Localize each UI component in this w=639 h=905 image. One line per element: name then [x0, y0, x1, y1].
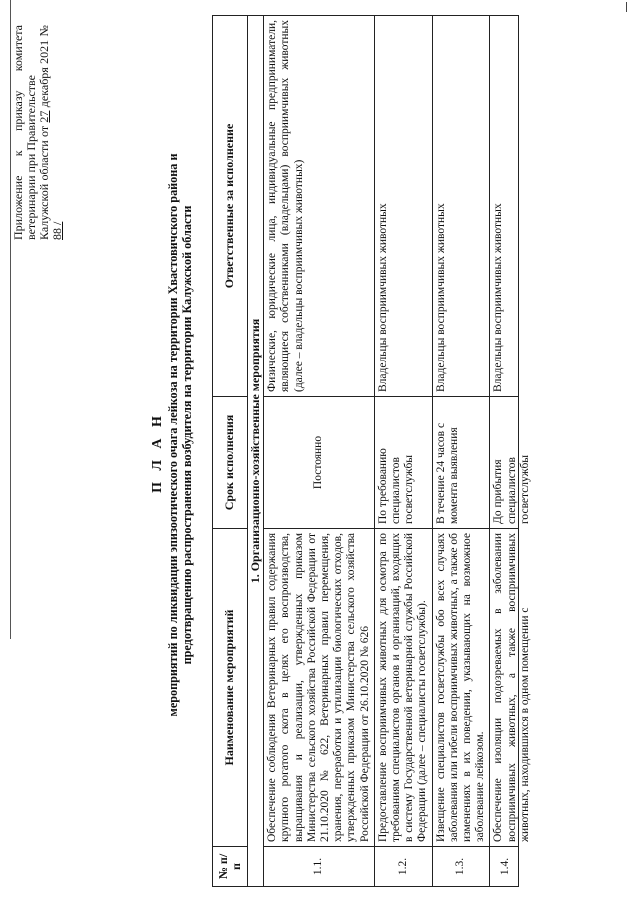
table-row: [432, 16, 490, 887]
header-num: № п/п: [213, 847, 248, 887]
row-name: Обеспечение изоляции подозреваемых в заболевании восприимчивых животных, а также восприимчивых животных, находившихся в одном помещении с: [490, 529, 519, 847]
table-row: [490, 16, 519, 887]
row-responsible: Владельцы восприимчивых животных: [432, 16, 490, 397]
row-num: 1.1.: [264, 847, 375, 887]
section-title: 1. Организационно-хозяйственные мероприятия: [248, 16, 264, 887]
row-num: 1.3.: [432, 847, 490, 887]
header-responsible: Ответственные за исполнение: [213, 16, 248, 397]
table-header-row: [213, 16, 248, 887]
row-responsible: Владельцы восприимчивых животных: [374, 16, 432, 397]
row-term: До прибытия специалистов госветслужбы: [490, 397, 519, 529]
row-name: Предоставление восприимчивых животных для осмотра по требованиям специалистов органов и организаций, входящих в систему Государственной ветеринарной службы Российской Федерации (далее – специалисты госветслужбы).: [374, 529, 432, 847]
approval-line-2: Калужской области от 27 декабря 2021 № 88 /: [37, 25, 64, 240]
row-term: В течение 24 часов с момента выявления: [432, 397, 490, 529]
approval-number: 88 /: [50, 221, 64, 240]
row-responsible: Физические, юридические лица, индивидуальные предприниматели, являющиеся собственниками (владельцами) восприимчивых животных (далее – владельцы восприимчивых животных): [264, 16, 375, 397]
header-name: Наименование мероприятий: [213, 529, 248, 847]
row-num: 1.2.: [374, 847, 432, 887]
approval-date-day: 27: [37, 110, 51, 123]
row-name: Извещение специалистов госветслужбы обо всех случаях заболевания или гибели восприимчивых животных, а также об изменениях в их поведении, указывающих на возможное заболевание лейкозом.: [432, 529, 490, 847]
row-term: По требованию специалистов госветслужбы: [374, 397, 432, 529]
plan-title: П Л А Н: [150, 412, 165, 493]
margin-mark: [626, 2, 627, 12]
row-name: Обеспечение соблюдения Ветеринарных правил содержания крупного рогатого скота в целях его воспроизводства, выращивания и реализации, утвержденных приказом Министерства сельского хозяйства Российской Федерации от 21.10.2020 № 622, Ветеринарных правил перемещения, хранения, переработки и утилизации биологических отходов, утвержденных приказом Министерства сельского хозяйства Российской Федерации от 26.10.2020 № 626: [264, 529, 375, 847]
section-row: [248, 16, 264, 887]
row-term: Постоянно: [264, 397, 375, 529]
row-responsible: Владельцы восприимчивых животных: [490, 16, 519, 397]
plan-table: [212, 15, 531, 887]
table-row: [374, 16, 432, 887]
table-row: [264, 16, 375, 887]
approval-block: [12, 25, 64, 240]
header-term: Срок исполнения: [213, 397, 248, 529]
row-num: 1.4.: [490, 847, 519, 887]
approval-line-1: Приложение к приказу комитета ветеринарии при Правительстве: [11, 25, 38, 240]
plan-subtitle: мероприятий по ликвидации эпизоотического очага лейкоза на территории Хвастовичского района и предотвращению распространения возбудителя на территории Калужской области: [166, 153, 194, 717]
